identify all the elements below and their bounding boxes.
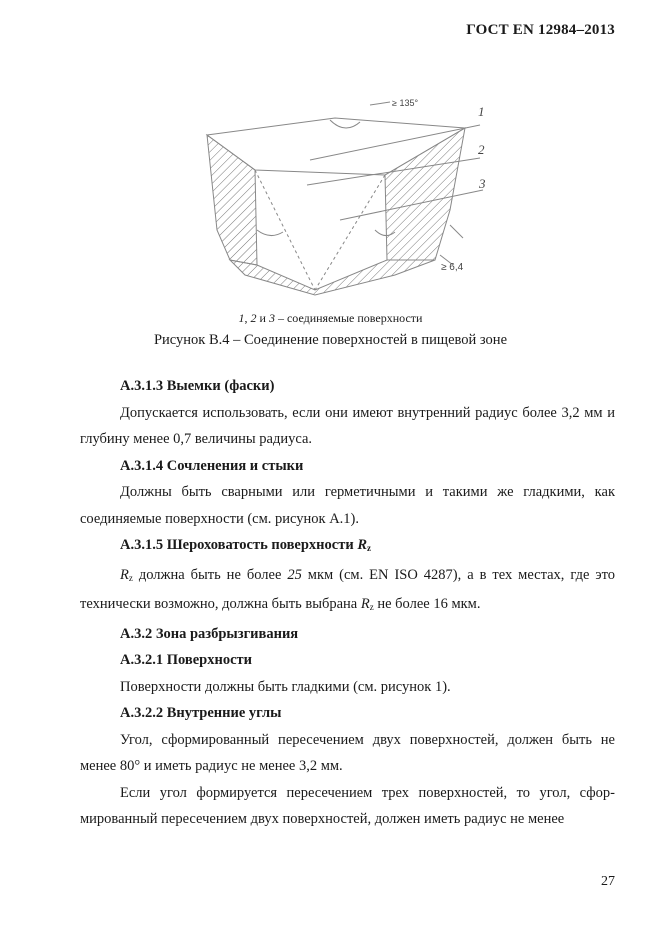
section-heading: А.3.1.3 Выемки (фаски) (120, 378, 275, 394)
figure-legend: 1, 2 и 3 – соединяемые поверхности (238, 311, 423, 325)
section-heading: А.3.2.1 Поверхности (120, 652, 252, 668)
standard-header: ГОСТ EN 12984–2013 (466, 22, 615, 38)
section-heading: А.3.1.4 Сочленения и стыки (120, 457, 304, 474)
paragraph: $R_z$ должна быть не более 25 мкм (см. EN ISO 4287), а в тех местах, где это технически возможно, должна быть выбрана $R_z$ не более 16 мкм. (80, 566, 615, 612)
callout-1: 1 (478, 104, 485, 119)
paragraph: Угол, сформированный пересечением двух поверхностей, должен быть не менее 80° и иметь радиус не менее 3,2 мм. (80, 731, 615, 774)
paragraph: Допускается использовать, если они имеют внутренний радиус более 3,2 мм и глубину менее 0,7 величины радиуса. (80, 404, 615, 447)
document-body (80, 373, 615, 833)
bottom-face (230, 260, 435, 295)
callout-2: 2 (478, 142, 485, 157)
paragraph: Должны быть сварными или герметичными и такими же гладкими, как соединяемые поверхности (см. рисунок А.1). (80, 484, 615, 527)
section-heading: А.3.2.2 Внутренние углы (120, 705, 282, 721)
section-heading: А.3.2 Зона разбрызгивания (120, 625, 299, 642)
radius-label: ≥ 6,4 (441, 262, 464, 273)
surface-joint-figure (195, 90, 505, 300)
angle-label: ≥ 135° (392, 98, 419, 108)
section-heading: А.3.1.5 Шероховатость поверхности $R_z$ (120, 537, 371, 553)
callout-3: 3 (479, 176, 486, 191)
page-number: 27 (601, 874, 615, 889)
paragraph: Поверхности должны быть гладкими (см. рисунок 1). (120, 678, 451, 695)
paragraph: Если угол формируется пересечением трех поверхностей, то угол, сфор-мированный пересечением двух поверхностей, должен иметь радиус не менее (80, 784, 615, 827)
left-wall (207, 135, 257, 265)
right-wall (385, 128, 465, 260)
figure-title: Рисунок В.4 – Соединение поверхностей в пищевой зоне (153, 332, 508, 348)
